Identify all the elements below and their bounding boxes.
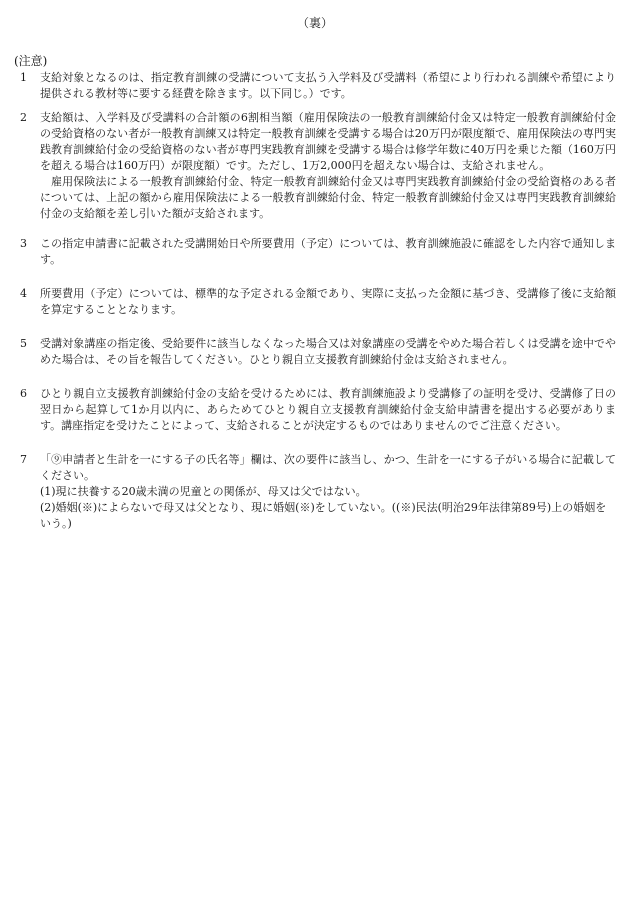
note-text: 所要費用（予定）については、標準的な予定される金額であり、実際に支払った金額に基づき、受講修了後に支給額を算定することとなります。: [40, 287, 616, 316]
note-text: 「⑨申請者と生計を一にする子の氏名等」欄は、次の要件に該当し、かつ、生計を一にする子がいる場合に記載してください。: [40, 453, 616, 482]
note-4: [20, 286, 616, 318]
note-number: 1: [20, 71, 27, 84]
note-text: 受講対象講座の指定後、受給要件に該当しなくなった場合又は対象講座の受講をやめた場合若しくは受講を途中でやめた場合は、その旨を報告してください。ひとり親自立支援教育訓練給付金は支給されません。: [40, 337, 616, 366]
note-number: 2: [20, 111, 27, 124]
note-sub-item: (1)現に扶養する20歳未満の児童との関係が、母又は父ではない。: [40, 485, 367, 498]
note-text: ひとり親自立支援教育訓練給付金の支給を受けるためには、教育訓練施設より受講修了の証明を受け、受講修了日の翌日から起算して1か月以内に、あらためてひとり親自立支援教育訓練給付金支給申請書を提出する必要があります。講座指定を受けたことによって、支給されることが決定するものではありませんのでご注意ください。: [40, 387, 616, 432]
note-7: [20, 452, 616, 532]
note-text: 雇用保険法による一般教育訓練給付金、特定一般教育訓練給付金又は専門実践教育訓練給付金の受給資格のある者については、上記の額から雇用保険法による一般教育訓練給付金、特定一般教育訓練給付金又は専門実践教育訓練給付金の支給額を差し引いた額が支給されます。: [40, 175, 616, 220]
note-text: この指定申請書に記載された受講開始日や所要費用（予定）については、教育訓練施設に確認をした内容で通知します。: [40, 237, 616, 266]
notes-heading: (注意): [14, 54, 48, 68]
note-sub-item: (2)婚姻(※)によらないで母又は父となり、現に婚姻(※)をしていない。((※)民法(明治29年法律第89号)上の婚姻をいう。): [40, 501, 607, 530]
note-text: 支給額は、入学料及び受講料の合計額の6割相当額（雇用保険法の一般教育訓練給付金又は特定一般教育訓練給付金の受給資格のない者が一般教育訓練又は特定一般教育訓練を受講する場合は20万円が限度額で、雇用保険法の専門実践教育訓練給付金の受給資格のない者が専門実践教育訓練を受講する場合は修学年数に40万円を乗じた額（160万円を超える場合は160万円）が限度額）です。ただし、1万2,000円を超えない場合は、支給されません。: [40, 111, 616, 172]
page-title: （裏）: [296, 16, 333, 30]
note-number: 3: [20, 237, 27, 250]
note-6: [20, 386, 616, 434]
note-3: [20, 236, 616, 268]
note-2: [20, 110, 616, 222]
note-5: [20, 336, 616, 368]
note-number: 6: [20, 387, 27, 400]
note-text: 支給対象となるのは、指定教育訓練の受講について支払う入学料及び受講料（希望により行われる訓練や希望により提供される教材等に要する経費を除きます。以下同じ。）です。: [40, 71, 616, 100]
note-number: 7: [20, 453, 27, 466]
note-number: 5: [20, 337, 27, 350]
note-1: [20, 70, 616, 102]
note-number: 4: [20, 287, 27, 300]
